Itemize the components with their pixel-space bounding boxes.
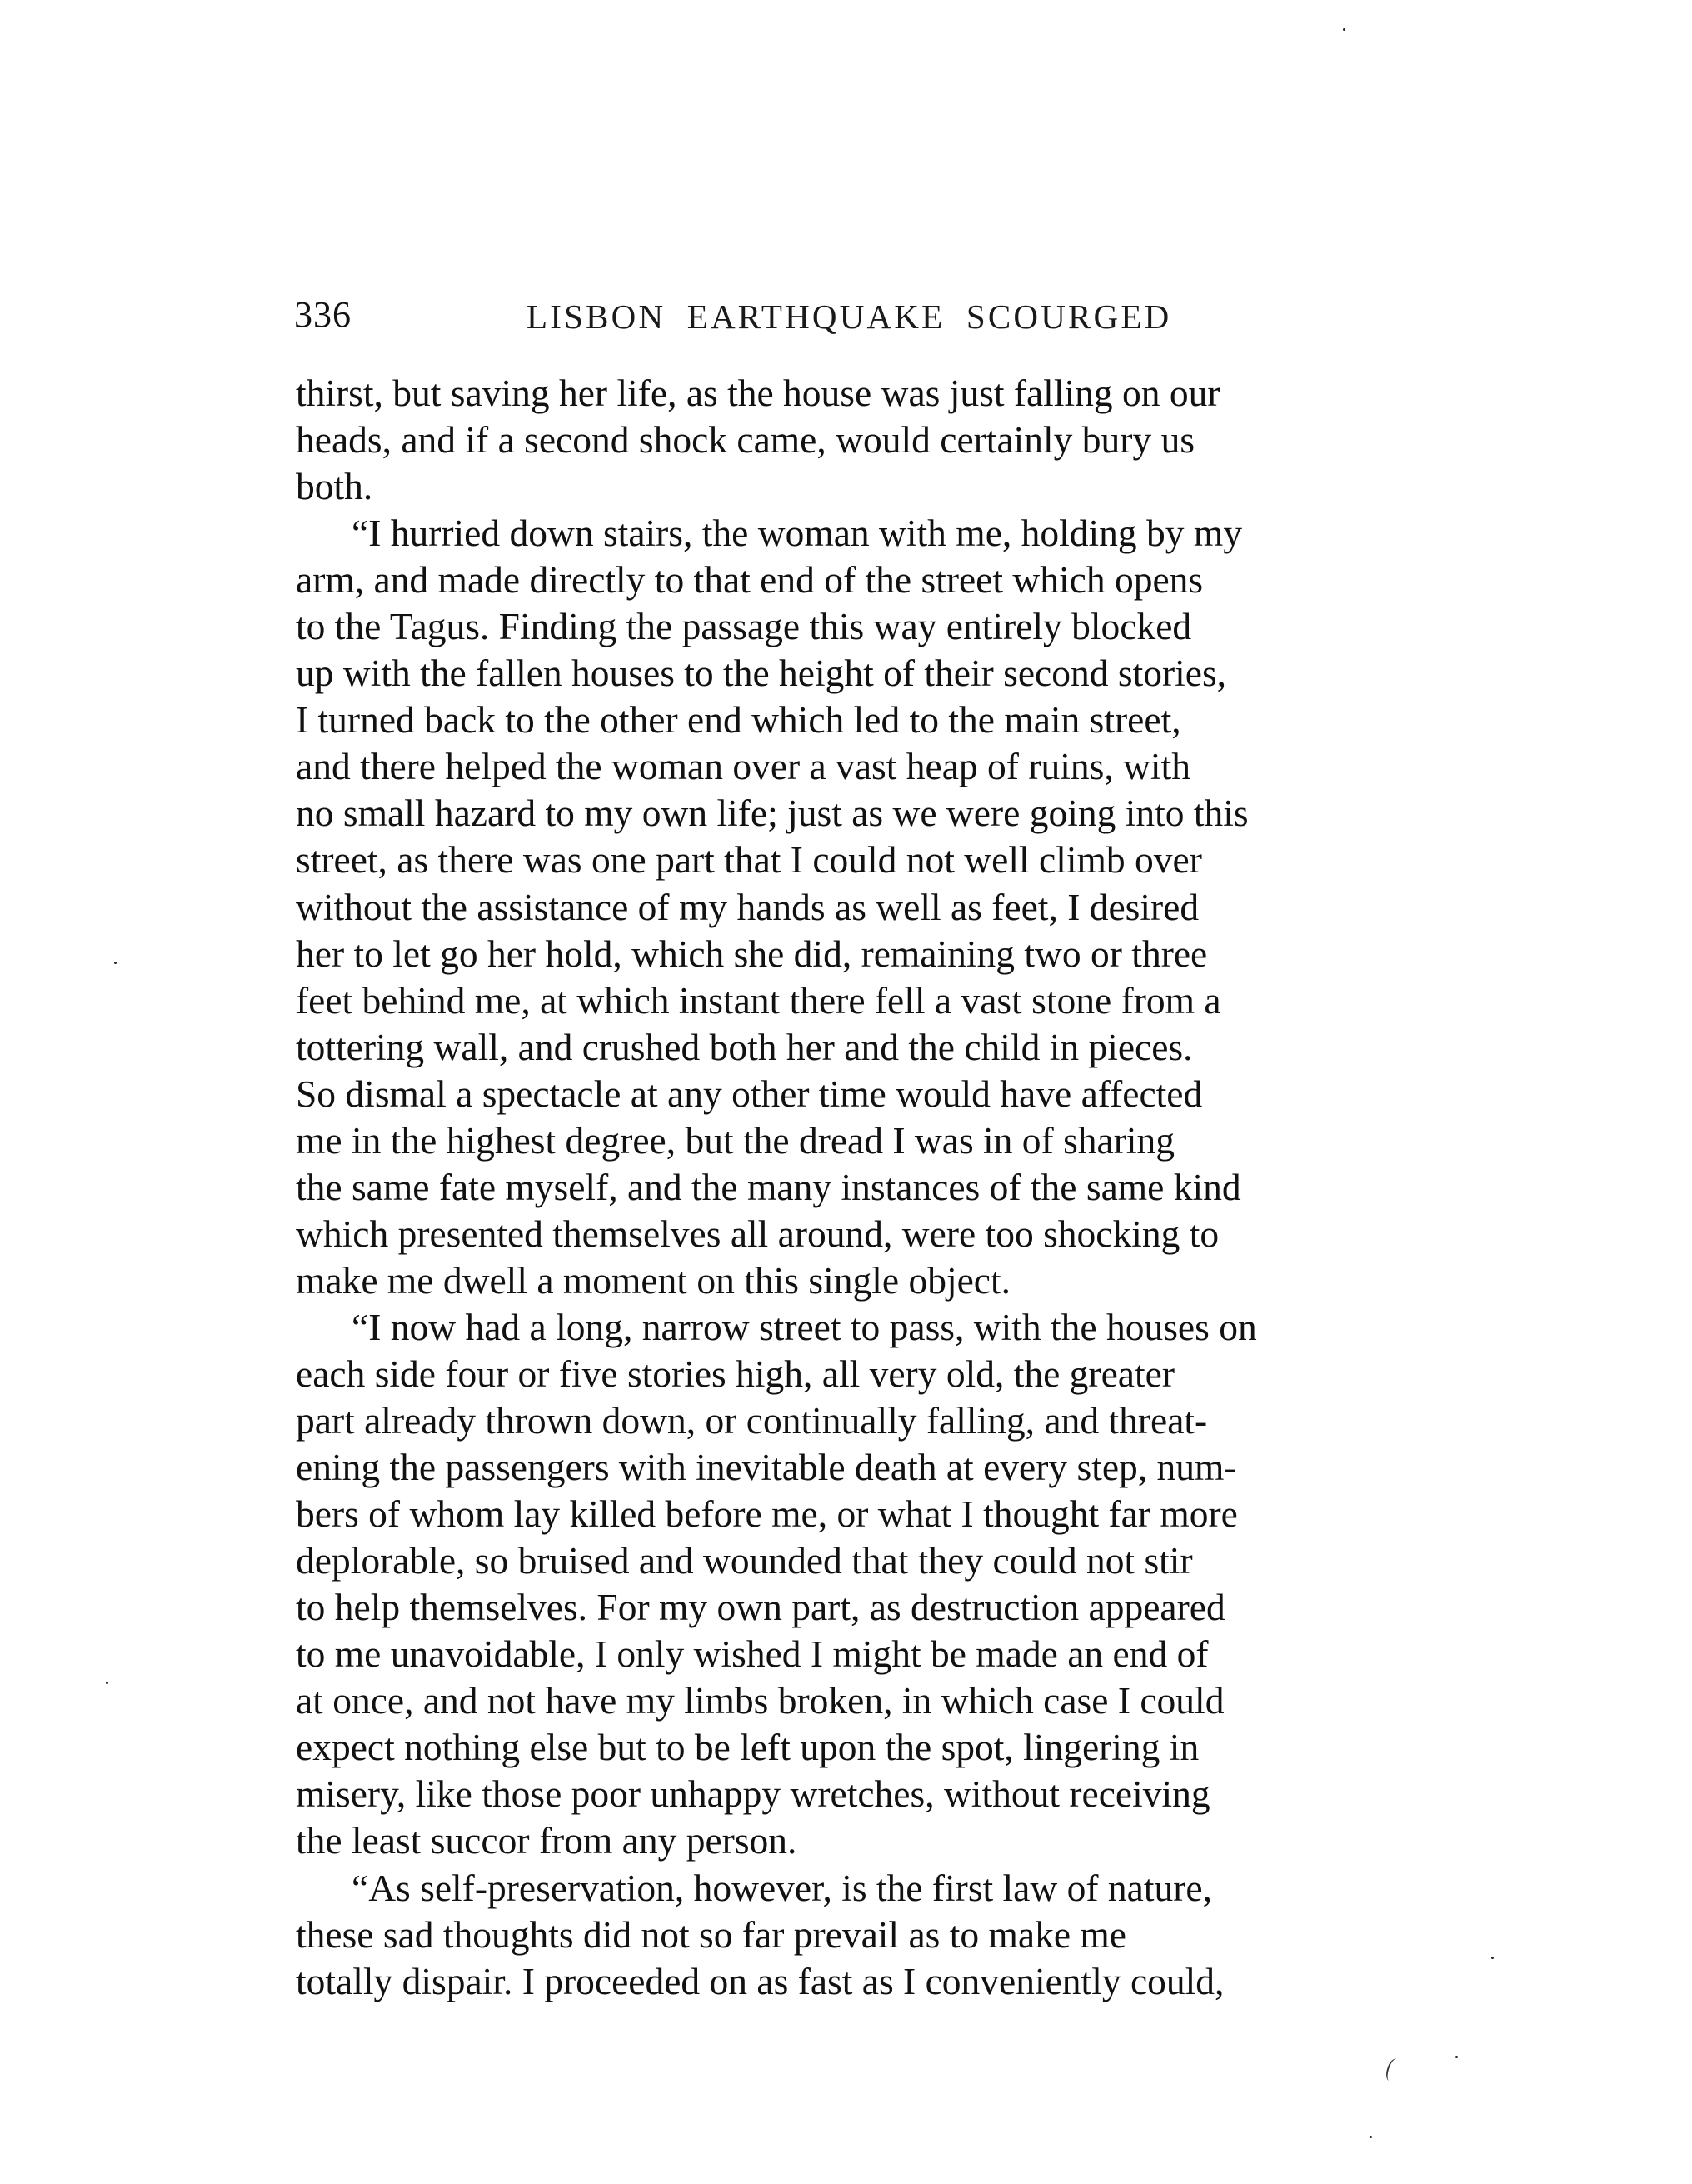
text-line (296, 1304, 1460, 1351)
text-line-content: misery, like those poor unhappy wretches, without receiving (296, 1772, 1210, 1816)
text-line (296, 1724, 1460, 1771)
text-line (296, 1631, 1460, 1677)
text-line-content: up with the fallen houses to the height of their second stories, (296, 652, 1227, 695)
text-line (296, 603, 1460, 650)
text-line-content: street, as there was one part that I could not well climb over (296, 838, 1202, 882)
text-line-content: “I now had a long, narrow street to pass, with the houses on (352, 1305, 1257, 1348)
text-line-content: thirst, but saving her life, as the house was just falling on our (296, 372, 1220, 414)
text-line-content: I turned back to the other end which led to the main street, (296, 698, 1181, 742)
text-line (296, 1584, 1460, 1631)
running-head-title: LISBON EARTHQUAKE SCOURGED (527, 297, 1172, 336)
text-line (296, 463, 1460, 510)
text-line-content: arm, and made directly to that end of the street which opens (296, 558, 1204, 602)
text-line (296, 931, 1460, 977)
text-line (296, 510, 1460, 557)
text-line-content: at once, and not have my limbs broken, in which case I could (296, 1679, 1225, 1722)
text-line (296, 1117, 1460, 1164)
text-line (296, 1677, 1460, 1724)
text-line-content: heads, and if a second shock came, would certainly bury us (296, 418, 1195, 462)
text-line-content: feet behind me, at which instant there fell a vast stone from a (296, 978, 1221, 1022)
text-line-content: no small hazard to my own life; just as we were going into this (296, 792, 1249, 835)
text-line-content: the same fate myself, and the many instances of the same kind (296, 1165, 1241, 1208)
text-line (296, 977, 1460, 1024)
text-line-content: to the Tagus. Finding the passage this way entirely blocked (296, 605, 1192, 648)
running-head (294, 292, 1460, 338)
text-line (296, 1024, 1460, 1071)
text-line (296, 370, 1460, 417)
scan-stray-mark (1384, 2057, 1402, 2083)
scan-speck (106, 1682, 108, 1684)
text-line (296, 1257, 1460, 1304)
text-line-content: bers of whom lay killed before me, or what I thought far more (296, 1492, 1238, 1536)
text-line-content: these sad thoughts did not so far prevail as to make me (296, 1912, 1126, 1956)
text-line (296, 743, 1460, 790)
text-line (296, 790, 1460, 837)
text-line (296, 1958, 1460, 2005)
text-line-content: both. (296, 465, 373, 508)
text-line-content: tottering wall, and crushed both her and the child in pieces. (296, 1025, 1193, 1068)
scan-speck (114, 962, 117, 964)
text-line (296, 1537, 1460, 1584)
text-line (296, 1397, 1460, 1444)
scan-speck (1455, 2056, 1458, 2058)
text-line (296, 1211, 1460, 1257)
text-line (296, 1071, 1460, 1117)
text-line-content: to help themselves. For my own part, as destruction appeared (296, 1586, 1225, 1629)
text-line-content: make me dwell a moment on this single object. (296, 1258, 1011, 1302)
text-line-content: without the assistance of my hands as well as feet, I desired (296, 885, 1200, 928)
text-line-content: me in the highest degree, but the dread I was in of sharing (296, 1118, 1175, 1162)
text-line (296, 1817, 1460, 1864)
text-line-content: expect nothing else but to be left upon the spot, lingering in (296, 1726, 1200, 1769)
body-text (296, 370, 1460, 2005)
text-line (296, 884, 1460, 931)
text-line-content: her to let go her hold, which she did, remaining two or three (296, 932, 1208, 975)
text-line (296, 650, 1460, 697)
text-line (296, 1444, 1460, 1491)
text-line (296, 557, 1460, 603)
page-number: 336 (294, 294, 352, 335)
text-line (296, 1491, 1460, 1537)
text-line-content: which presented themselves all around, were too shocking to (296, 1212, 1220, 1255)
text-line-content: each side four or five stories high, all very old, the greater (296, 1352, 1175, 1395)
text-line (296, 417, 1460, 463)
text-line-content: deplorable, so bruised and wounded that they could not stir (296, 1539, 1193, 1582)
text-line (296, 1351, 1460, 1397)
scan-speck (1343, 28, 1345, 31)
text-line (296, 1771, 1460, 1817)
text-line (296, 1865, 1460, 1912)
scan-speck (1370, 2136, 1372, 2138)
text-line-content: and there helped the woman over a vast heap of ruins, with (296, 745, 1190, 788)
text-line-content: So dismal a spectacle at any other time would have affected (296, 1072, 1203, 1115)
text-line-content: “As self-preservation, however, is the first law of nature, (352, 1866, 1212, 1909)
text-line-content: totally dispair. I proceeded on as fast as I conveniently could, (296, 1959, 1225, 2002)
text-line (296, 1164, 1460, 1211)
text-line-content: to me unavoidable, I only wished I might be made an end of (296, 1632, 1209, 1676)
text-line (296, 1912, 1460, 1958)
text-line-content: “I hurried down stairs, the woman with me, holding by my (352, 512, 1243, 555)
text-line-content: ening the passengers with inevitable death at every step, num- (296, 1446, 1237, 1489)
text-line (296, 697, 1460, 743)
text-line (296, 837, 1460, 883)
scan-speck (1491, 1957, 1494, 1959)
text-line-content: the least succor from any person. (296, 1819, 797, 1862)
text-line-content: part already thrown down, or continually falling, and threat- (296, 1399, 1208, 1442)
